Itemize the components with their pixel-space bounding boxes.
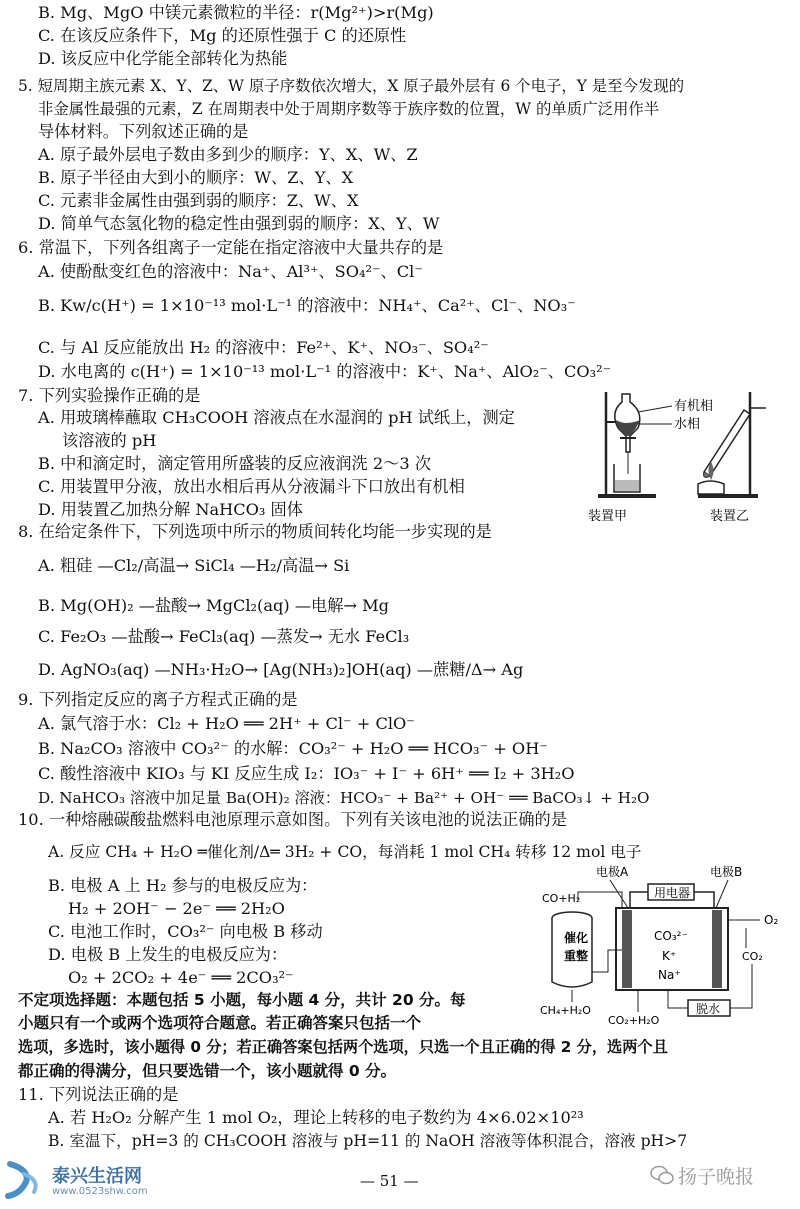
section-instruction-3: 选项，多选时，该小题得 0 分；若正确答案包括两个选项，只选一个且正确的得 2 分，选两个且: [18, 1038, 668, 1056]
q7-option-c: C. 用装置甲分液，放出水相后再从分液漏斗下口放出有机相: [38, 477, 465, 496]
fuel-cell-diagram: [538, 862, 794, 1028]
reformer-label-1: 催化: [564, 931, 589, 945]
q10-stem: 10. 一种熔融碳酸盐燃料电池原理示意如图。下列有关该电池的说法正确的是: [18, 810, 567, 829]
q5-stem-2: 非金属性最强的元素，Z 在周期表中处于周期序数等于族序数的位置，W 的单质广泛用作半: [38, 100, 660, 118]
alcohol-lamp: [698, 481, 724, 494]
q8-option-a: A. 粗硅 —Cl₂/高温→ SiCl₄ —H₂/高温→ Si: [38, 556, 350, 575]
q7-option-a-cont: 该溶液的 pH: [62, 431, 157, 450]
q4-option-c: C. 在该反应条件下，Mg 的还原性强于 C 的还原性: [38, 26, 407, 45]
inlet-bottom-label: CH₄+H₂O: [540, 1004, 591, 1017]
load-label: 用电器: [654, 886, 691, 900]
wechat-icon: [650, 1164, 674, 1186]
co2-label: CO₂: [742, 950, 763, 963]
q5-option-a: A. 原子最外层电子数由多到少的顺序：Y、X、W、Z: [38, 145, 418, 164]
site-url: www.0523shw.com: [52, 1186, 148, 1197]
q11-option-b: B. 室温下，pH=3 的 CH₃COOH 溶液与 pH=11 的 NaOH 溶液等体积混合，溶液 pH>7: [48, 1132, 688, 1150]
q7-option-a: A. 用玻璃棒蘸取 CH₃COOH 溶液点在水湿润的 pH 试纸上，测定: [38, 408, 515, 427]
q8-option-c: C. Fe₂O₃ —盐酸→ FeCl₃(aq) —蒸发→ 无水 FeCl₃: [38, 627, 410, 646]
ion-co3: CO₃²⁻: [654, 929, 688, 943]
q4-option-d: D. 该反应中化学能全部转化为热能: [38, 49, 288, 68]
q5-option-c: C. 元素非金属性由强到弱的顺序：Z、W、X: [38, 191, 359, 210]
q10-option-b-eq: H₂ + 2OH⁻ − 2e⁻ ══ 2H₂O: [68, 899, 285, 918]
q6-stem: 6. 常温下，下列各组离子一定能在指定溶液中大量共存的是: [18, 238, 444, 257]
electrode-a: [622, 910, 632, 988]
inlet-top-label: CO+H₂: [542, 892, 581, 905]
q9-option-c: C. 酸性溶液中 KIO₃ 与 KI 反应生成 I₂：IO₃⁻ + I⁻ + 6H⁺ ══ I₂ + 3H₂O: [38, 764, 575, 783]
q8-option-d: D. AgNO₃(aq) —NH₃·H₂O→ [Ag(NH₃)₂]OH(aq) —蔗糖/Δ→ Ag: [38, 660, 524, 679]
site-logo-icon: [4, 1160, 50, 1200]
outlet-label: CO₂+H₂O: [608, 1014, 660, 1027]
section-instruction-4: 都正确的得满分，但只要选错一个，该小题就得 0 分。: [18, 1062, 397, 1080]
q9-option-a: A. 氯气溶于水：Cl₂ + H₂O ══ 2H⁺ + Cl⁻ + ClO⁻: [38, 714, 415, 733]
label-yi: 装置乙: [710, 509, 750, 524]
q10-option-d: D. 电极 B 上发生的电极反应为：: [48, 945, 288, 964]
section-instruction-2: 小题只有一个或两个选项符合题意。若正确答案只包括一个: [18, 1014, 422, 1032]
q11-option-a: A. 若 H₂O₂ 分解产生 1 mol O₂，理论上转移的电子数约为 4×6.02×10²³: [48, 1108, 584, 1127]
q7-stem: 7. 下列实验操作正确的是: [18, 386, 201, 405]
electrode-a-label: 电极A: [596, 865, 629, 879]
ion-na: Na⁺: [658, 968, 681, 982]
electrode-b: [712, 910, 722, 988]
q9-stem: 9. 下列指定反应的离子方程式正确的是: [18, 690, 298, 709]
q10-option-d-eq: O₂ + 2CO₂ + 4e⁻ ══ 2CO₃²⁻: [68, 968, 294, 987]
q10-option-a: A. 反应 CH₄ + H₂O ═催化剂/Δ═ 3H₂ + CO，每消耗 1 mol CH₄ 转移 12 mol 电子: [48, 843, 642, 861]
q4-option-b: B. Mg、MgO 中镁元素微粒的半径：r(Mg²⁺)>r(Mg): [38, 3, 434, 22]
q5-option-b: B. 原子半径由大到小的顺序：W、Z、Y、X: [38, 168, 354, 187]
ion-k: K⁺: [662, 949, 677, 963]
organic-phase-label: 有机相: [674, 399, 714, 414]
o2-label: O₂: [764, 913, 779, 927]
q10-option-c: C. 电池工作时，CO₃²⁻ 向电极 B 移动: [48, 922, 323, 941]
q8-stem: 8. 在给定条件下，下列选项中所示的物质间转化均能一步实现的是: [18, 522, 492, 541]
q11-stem: 11. 下列说法正确的是: [18, 1085, 179, 1104]
dehydrate-label: 脱水: [696, 1002, 721, 1016]
q8-option-b: B. Mg(OH)₂ —盐酸→ MgCl₂(aq) —电解→ Mg: [38, 596, 390, 615]
site-name: 泰兴生活网: [52, 1166, 142, 1187]
q10-option-b: B. 电极 A 上 H₂ 参与的电极反应为：: [48, 876, 318, 895]
paper-name: 扬子晚报: [678, 1166, 755, 1188]
electrode-b-label: 电极B: [710, 865, 743, 879]
label-jia: 装置甲: [588, 509, 628, 524]
water-phase-label: 水相: [674, 417, 701, 432]
q5-option-d: D. 简单气态氢化物的稳定性由强到弱的顺序：X、Y、W: [38, 214, 440, 233]
q6-option-b: B. Kw/c(H⁺) = 1×10⁻¹³ mol·L⁻¹ 的溶液中：NH₄⁺、Ca²⁺、Cl⁻、NO₃⁻: [38, 296, 576, 315]
q7-option-b: B. 中和滴定时，滴定管用所盛装的反应液润洗 2～3 次: [38, 454, 432, 473]
q5-stem-1: 5. 短周期主族元素 X、Y、Z、W 原子序数依次增大，X 原子最外层有 6 个电子，Y 是至今发现的: [18, 77, 685, 95]
section-instruction-1: 不定项选择题：本题包括 5 小题，每小题 4 分，共计 20 分。每: [18, 991, 466, 1009]
apparatus-figure: [580, 382, 790, 530]
q6-option-c: C. 与 Al 反应能放出 H₂ 的溶液中：Fe²⁺、K⁺、NO₃⁻、SO₄²⁻: [38, 338, 489, 357]
q5-stem-3: 导体材料。下列叙述正确的是: [38, 122, 249, 141]
page-number: — 51 —: [360, 1172, 419, 1190]
q7-option-d: D. 用装置乙加热分解 NaHCO₃ 固体: [38, 500, 303, 519]
q9-option-d: D. NaHCO₃ 溶液中加足量 Ba(OH)₂ 溶液：HCO₃⁻ + Ba²⁺ + OH⁻ ══ BaCO₃↓ + H₂O: [38, 789, 650, 807]
q6-option-d: D. 水电离的 c(H⁺) = 1×10⁻¹³ mol·L⁻¹ 的溶液中：K⁺、Na⁺、AlO₂⁻、CO₃²⁻: [38, 362, 612, 381]
q9-option-b: B. Na₂CO₃ 溶液中 CO₃²⁻ 的水解：CO₃²⁻ + H₂O ══ HCO₃⁻ + OH⁻: [38, 739, 548, 758]
reformer-label-2: 重整: [564, 949, 589, 963]
q6-option-a: A. 使酚酞变红色的溶液中：Na⁺、Al³⁺、SO₄²⁻、Cl⁻: [38, 262, 423, 281]
stand-base-jia: [598, 494, 656, 498]
